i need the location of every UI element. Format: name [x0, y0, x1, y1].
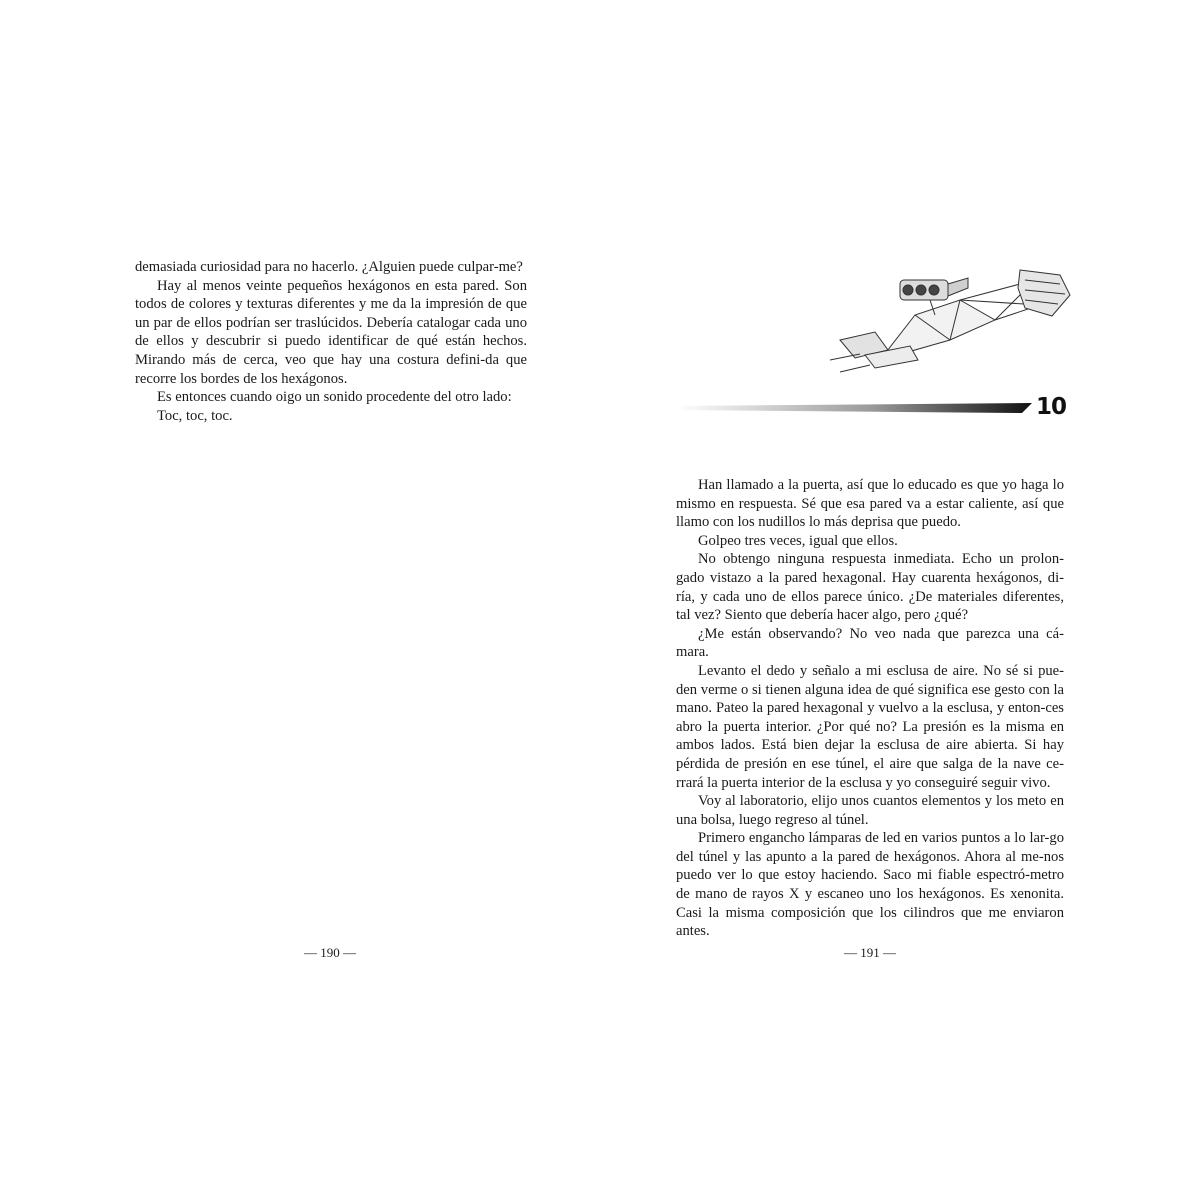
paragraph: Golpeo tres veces, igual que ellos.: [698, 532, 898, 549]
chapter-rule: [676, 403, 1032, 413]
page-number-right: — 191 —: [844, 945, 896, 960]
paragraph: Hay al menos veinte pequeños hexágonos en esta pared. Son todos de colores y texturas diferentes y me da la impresión de que un par de ellos podrían ser traslúcidos. Debería catalogar cada uno de ellos y descubrir si puedo identificar de qué están hechos. Mirando más de cerca, veo que hay una costura defini-da que recorre los bordes de los hexágonos.: [135, 277, 527, 387]
right-page-body: [676, 476, 1064, 941]
chapter-number: 10: [1036, 394, 1067, 420]
page-number-left: — 190 —: [304, 945, 356, 960]
paragraph: Levanto el dedo y señalo a mi esclusa de aire. No sé si pue-den verme o si tienen alguna idea de qué significa ese gesto con la mano. Pateo la pared hexagonal y vuelvo a la esclusa, y enton-ces abro la puerta interior. ¿Por qué no? La presión es la misma en ambos lados. Está bien dejar la esclusa de aire abierta. Si hay pérdida de presión en ese túnel, el aire que salga de la nave ce-rrará la puerta interior de la esclusa y yo conseguiré seguir vivo.: [676, 662, 1064, 791]
spaceship-icon: [820, 260, 1090, 380]
paragraph: Han llamado a la puerta, así que lo educado es que yo haga lo mismo en respuesta. Sé que esa pared va a estar caliente, así que llamo con los nudillos lo más deprisa que puedo.: [676, 477, 1064, 531]
paragraph: Voy al laboratorio, elijo unos cuantos elementos y los meto en una bolsa, luego regreso al túnel.: [676, 793, 1064, 828]
paragraph: Toc, toc, toc.: [157, 407, 233, 424]
paragraph: No obtengo ninguna respuesta inmediata. Echo un prolon-gado vistazo a la pared hexagonal. Hay cuarenta hexágonos, di-ría, y cada uno de ellos parece único. ¿De materiales diferentes, tal vez? Siento que debería hacer algo, pero ¿qué?: [676, 551, 1064, 624]
paragraph: Es entonces cuando oigo un sonido procedente del otro lado:: [157, 389, 512, 406]
left-page-body: [135, 258, 527, 425]
paragraph: demasiada curiosidad para no hacerlo. ¿Alguien puede culpar-me?: [135, 259, 523, 275]
paragraph: ¿Me están observando? No veo nada que parezca una cá-mara.: [676, 625, 1064, 661]
paragraph: Primero engancho lámparas de led en varios puntos a lo lar-go del túnel y las apunto a la pared de hexágonos. Ahora al me-nos puedo ver lo que estoy haciendo. Saco mi fiable espectró-metro de mano de rayos X y escaneo uno los hexágonos. Es xenonita. Casi la misma composición que los cilindros que me enviaron antes.: [676, 830, 1064, 940]
